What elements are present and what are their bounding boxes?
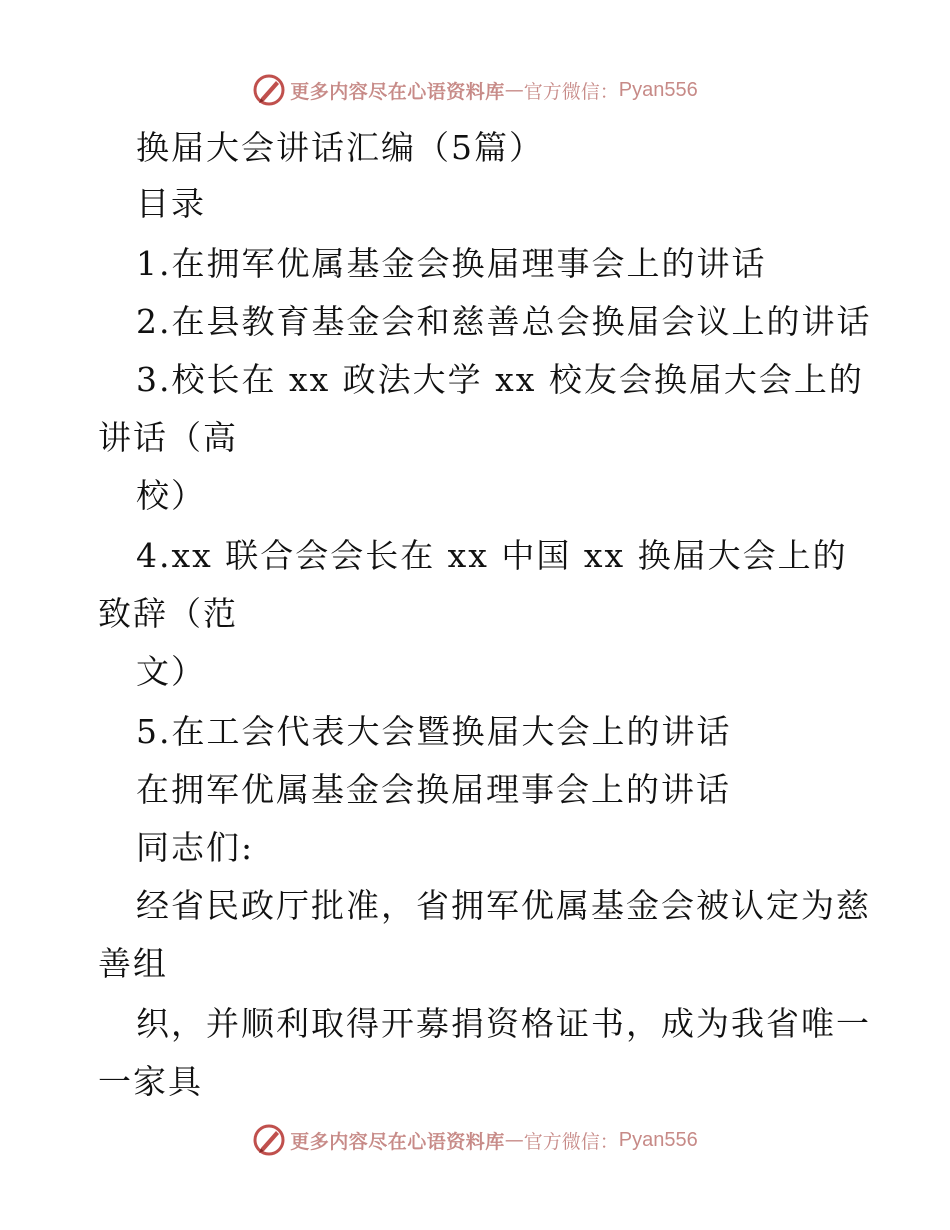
toc-item-3-cont-2: 校） [136, 476, 206, 515]
document-title: 换届大会讲话汇编（5篇） [136, 128, 544, 167]
watermark-banner-bottom [0, 1120, 950, 1160]
banner-text: 更多内容尽在心语资料库 [290, 1130, 505, 1153]
banner-separator: — [504, 1129, 524, 1151]
paragraph-line: 织，并顺利取得开募捐资格证书，成为我省唯一 [136, 1004, 871, 1043]
pen-logo-icon [252, 73, 286, 107]
toc-item-3: 3.校长在 xx 政法大学 xx 校友会换届大会上的 [136, 360, 864, 399]
salutation: 同志们: [136, 828, 255, 867]
toc-item-5: 5.在工会代表大会暨换届大会上的讲话 [136, 712, 732, 751]
toc-item-4-cont: 致辞（范 [98, 594, 238, 633]
paragraph-line: 一家具 [98, 1062, 203, 1101]
paragraph-line: 经省民政厅批准，省拥军优属基金会被认定为慈 [136, 886, 871, 925]
section-title: 在拥军优属基金会换届理事会上的讲话 [136, 770, 731, 809]
toc-item-2: 2.在县教育基金会和慈善总会换届会议上的讲话 [136, 302, 872, 341]
banner-wechat-label: 官方微信： [523, 1130, 619, 1153]
pen-logo-icon [252, 1123, 286, 1157]
banner-wechat-id: Pyan556 [618, 1128, 698, 1151]
toc-item-4-cont-2: 文） [136, 652, 206, 691]
banner-text: 更多内容尽在心语资料库 [290, 80, 505, 103]
banner-wechat-id: Pyan556 [618, 78, 698, 101]
toc-item-1: 1.在拥军优属基金会换届理事会上的讲话 [136, 244, 767, 283]
toc-heading: 目录 [136, 184, 206, 223]
watermark-banner-top [0, 70, 950, 110]
toc-item-3-cont: 讲话（高 [98, 418, 238, 457]
toc-item-4: 4.xx 联合会会长在 xx 中国 xx 换届大会上的 [136, 536, 848, 575]
paragraph-line: 善组 [98, 944, 168, 983]
banner-wechat-label: 官方微信： [523, 80, 619, 103]
banner-separator: — [504, 79, 524, 101]
